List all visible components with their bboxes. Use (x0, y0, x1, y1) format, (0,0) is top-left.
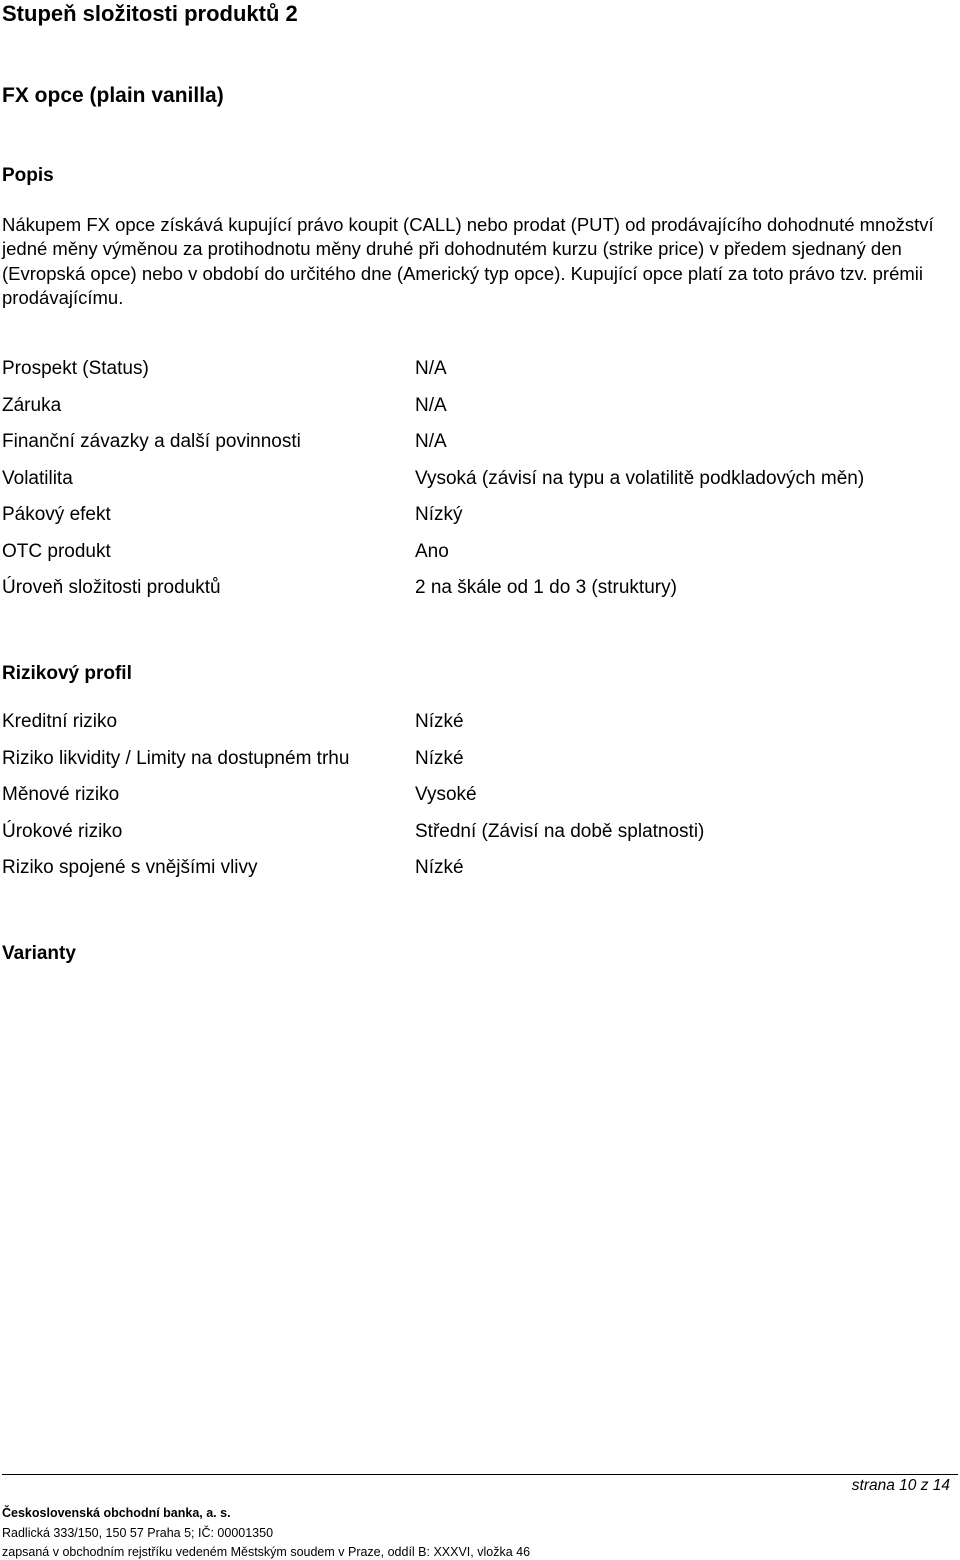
footer-bank-name: Československá obchodní banka, a. s. (2, 1506, 231, 1520)
risk-label: Úrokové riziko (2, 820, 123, 842)
page-title: Stupeň složitosti produktů 2 (2, 1, 298, 26)
property-value: Vysoká (závisí na typu a volatilitě podkladových měn) (415, 467, 865, 489)
risk-profile-heading: Rizikový profil (2, 663, 132, 684)
property-value: Nízký (415, 504, 463, 525)
risk-value: Nízké (415, 857, 464, 878)
footer-registry: zapsaná v obchodním rejstříku vedeném Městským soudem v Praze, oddíl B: XXXVI, vložka 46 (2, 1545, 531, 1559)
footer-divider (2, 1474, 958, 1475)
property-label: Pákový efekt (2, 504, 111, 525)
property-label: Volatilita (2, 467, 73, 489)
property-label: OTC produkt (2, 540, 111, 562)
property-label: Úroveň složitosti produktů (2, 577, 221, 598)
risk-label: Měnové riziko (2, 784, 120, 805)
product-subtitle: FX opce (plain vanilla) (2, 84, 224, 107)
property-label: Záruka (2, 394, 62, 416)
page-number: strana 10 z 14 (851, 1477, 950, 1494)
property-value: N/A (415, 358, 447, 379)
property-value: N/A (415, 431, 447, 452)
description-heading: Popis (2, 165, 54, 186)
property-value: 2 na škále od 1 do 3 (struktury) (415, 577, 677, 598)
risk-value: Vysoké (415, 784, 477, 805)
footer-address: Radlická 333/150, 150 57 Praha 5; IČ: 00001350 (2, 1526, 274, 1540)
risk-value: Střední (Závisí na době splatnosti) (415, 820, 705, 842)
risk-value: Nízké (415, 747, 464, 769)
property-value: N/A (415, 394, 447, 416)
property-value: Ano (415, 540, 449, 562)
property-label: Finanční závazky a další povinnosti (2, 431, 301, 452)
property-label: Prospekt (Status) (2, 358, 149, 379)
variants-heading: Varianty (2, 943, 76, 964)
risk-label: Riziko likvidity / Limity na dostupném trhu (2, 747, 350, 769)
risk-label: Riziko spojené s vnějšími vlivy (2, 857, 258, 878)
risk-value: Nízké (415, 711, 464, 732)
description-text: Nákupem FX opce získává kupující právo koupit (CALL) nebo prodat (PUT) od prodávajícího dohodnuté množství jedné měny výměnou za protihodnotu měny druhé při dohodnutém kurzu (strike price) v předem sjednaný den (Evropská opce) nebo v období do určitého dne (Americký typ opce). Kupující opce platí za toto právo tzv. prémii prodávajícímu. (2, 214, 934, 309)
risk-label: Kreditní riziko (2, 711, 118, 732)
